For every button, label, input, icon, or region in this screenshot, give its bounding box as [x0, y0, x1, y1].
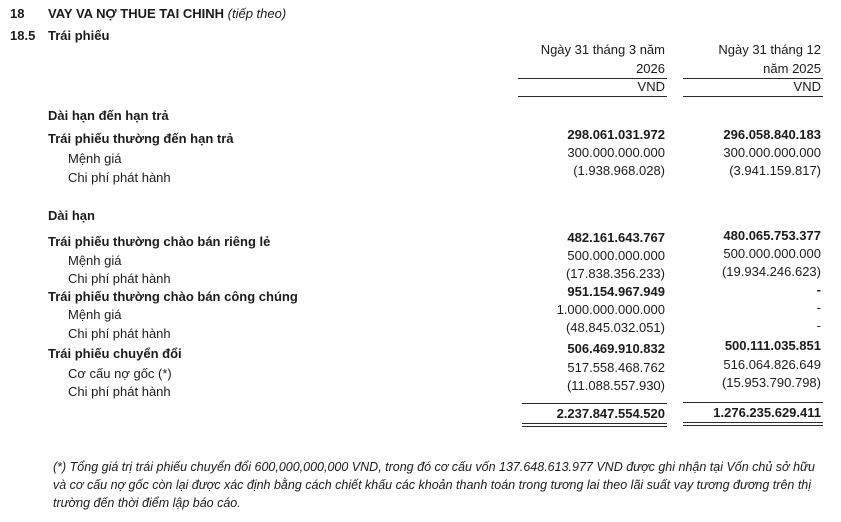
row-value-2: 480.065.753.377: [723, 228, 821, 243]
row-value-2: 500.111.035.851: [724, 338, 821, 353]
row-value-1: 482.161.643.767: [567, 230, 665, 245]
row-label: Trái phiếu chuyển đổi: [48, 346, 182, 361]
total-value-1: 2.237.847.554.520: [556, 406, 665, 421]
footnote: (*) Tổng giá trị trái phiếu chuyển đổi 600,000,000,000 VND, trong đó cơ cấu vốn 137.648.613.977 VND được ghi nhận tại Vốn chủ sở hữu và cơ cấu nợ gốc còn lại được xác định bằng cách chiết khấu các khoản thanh toán trong tương lai theo lãi suất vay tương đương trên thị trường đến thời điểm lập báo cáo.: [53, 460, 815, 510]
row-value-2: 300.000.000.000: [723, 145, 821, 160]
unit-rule-1: [518, 96, 667, 97]
row-value-2: (3.941.159.817): [729, 163, 821, 178]
unit-rule-2: [683, 96, 823, 97]
row-label: Mệnh giá: [68, 307, 122, 322]
row-value-1: 500.000.000.000: [567, 248, 665, 263]
column-header-1: [541, 40, 665, 78]
row-value-1: 1.000.000.000.000: [556, 302, 665, 317]
row-label: Cơ cấu nợ gốc (*): [68, 366, 172, 381]
section-continued: (tiếp theo): [227, 6, 287, 21]
total-double-rule-1b: [522, 426, 667, 427]
row-label: Chi phí phát hành: [68, 384, 171, 399]
column-header-2: [718, 40, 821, 78]
subsection-number: 18.5: [10, 28, 36, 43]
section-title-text: VAY VA NỢ THUE TAI CHINH: [48, 6, 225, 21]
row-value-2: 500.000.000.000: [723, 246, 821, 261]
total-double-rule-1a: [522, 423, 667, 424]
column-unit-2: VND: [793, 79, 821, 94]
total-top-rule-2: [683, 402, 823, 403]
column-header-1-line1: Ngày 31 tháng 3 năm: [540, 42, 665, 57]
total-double-rule-2a: [683, 422, 823, 423]
row-value-2: (15.953.790.798): [721, 375, 821, 390]
row-value-1: (1.938.968.028): [573, 163, 665, 178]
group-heading-current: Dài hạn đến hạn trả: [48, 108, 169, 123]
total-double-rule-2b: [683, 425, 823, 426]
section-title: [48, 6, 286, 21]
row-value-1: 506.469.910.832: [567, 341, 665, 356]
row-value-1: 298.061.031.972: [567, 127, 665, 142]
column-header-2-line1: Ngày 31 tháng 12: [718, 42, 821, 57]
row-label: Chi phí phát hành: [68, 170, 171, 185]
total-value-2: 1.276.235.629.411: [713, 405, 821, 420]
row-label: Mệnh giá: [68, 151, 122, 166]
group-heading-long-term: Dài hạn: [48, 208, 95, 223]
row-label: Chi phí phát hành: [68, 326, 171, 341]
row-value-2: 296.058.840.183: [723, 127, 821, 142]
row-value-2: -: [816, 300, 821, 315]
total-top-rule-1: [522, 403, 667, 404]
column-unit-1: VND: [637, 79, 665, 94]
row-value-1: (48.845.032.051): [565, 320, 665, 335]
column-header-2-line2: năm 2025: [763, 61, 821, 76]
subsection-title: Trái phiếu: [48, 28, 110, 43]
row-label: Trái phiếu thường chào bán riêng lẻ: [48, 234, 271, 249]
row-value-1: 951.154.967.949: [567, 284, 665, 299]
row-value-2: 516.064.826.649: [723, 357, 821, 372]
row-label: Chi phí phát hành: [68, 271, 171, 286]
row-value-1: (17.838.356.233): [565, 266, 665, 281]
section-number: 18: [10, 6, 25, 21]
column-header-1-line2: 2026: [636, 61, 665, 76]
row-value-1: (11.088.557.930): [566, 378, 665, 393]
row-value-1: 300.000.000.000: [567, 145, 665, 160]
row-value-2: (19.934.246.623): [721, 264, 821, 279]
row-label: Trái phiếu thường đến hạn trả: [48, 131, 234, 146]
row-label: Trái phiếu thường chào bán công chúng: [48, 289, 298, 304]
row-value-2: -: [816, 318, 821, 333]
row-value-2: -: [816, 282, 821, 297]
row-label: Mệnh giá: [68, 253, 122, 268]
row-value-1: 517.558.468.762: [567, 360, 665, 375]
